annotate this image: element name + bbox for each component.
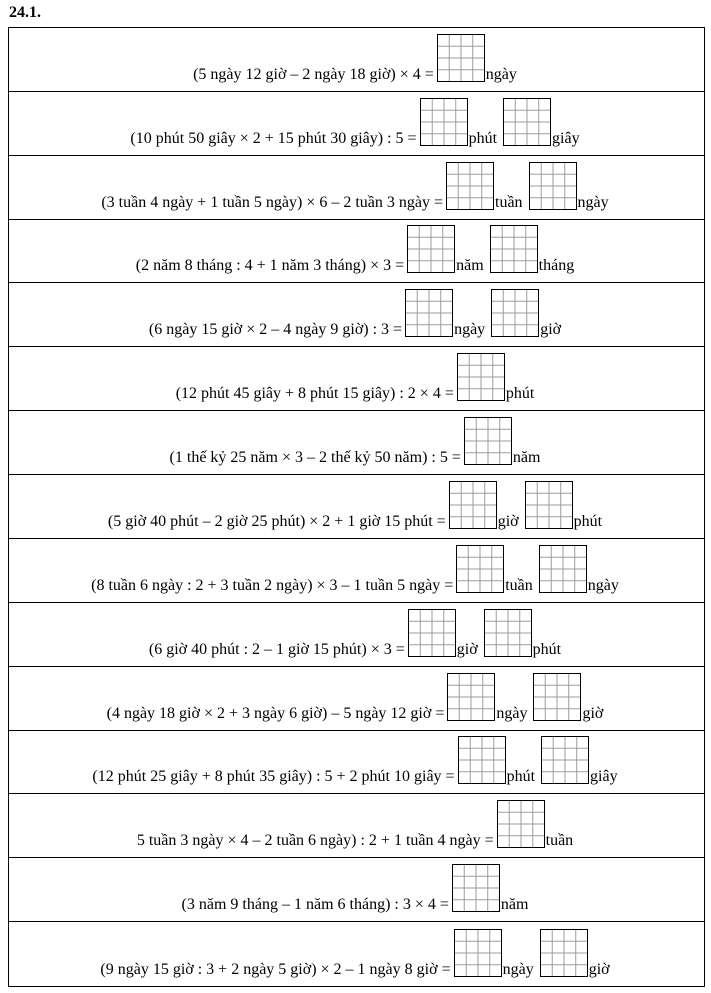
unit-label: giờ: [582, 704, 604, 722]
answer-box[interactable]: [541, 736, 589, 784]
expression-text: (4 ngày 18 giờ × 2 + 3 ngày 6 giờ) – 5 ngày 12 giờ =: [106, 704, 445, 722]
exercise-row: [9, 539, 704, 603]
answer-box[interactable]: [408, 609, 456, 657]
answer-box[interactable]: [503, 98, 551, 146]
unit-label: phút: [505, 385, 535, 403]
expression-text: (3 năm 9 tháng – 1 năm 6 tháng) : 3 × 4 =: [181, 896, 449, 914]
expression-text: (10 phút 50 giây × 2 + 15 phút 30 giây) : 5 =: [130, 129, 417, 147]
expression-text: (2 năm 8 tháng : 4 + 1 năm 3 tháng) × 3 =: [135, 257, 405, 275]
answer-box[interactable]: [458, 736, 506, 784]
answer-box[interactable]: [464, 417, 512, 465]
answer-box[interactable]: [456, 545, 504, 593]
expression-text: (6 ngày 15 giờ × 2 – 4 ngày 9 giờ) : 3 =: [148, 321, 403, 339]
answer-box[interactable]: [454, 929, 502, 977]
unit-label: năm: [500, 896, 529, 914]
expression-text: (3 tuần 4 ngày + 1 tuần 5 ngày) × 6 – 2 tuần 3 ngày =: [101, 193, 443, 211]
unit-label: ngày: [485, 65, 517, 83]
expression-text: 5 tuần 3 ngày × 4 – 2 tuần 6 ngày) : 2 + 1 tuần 4 ngày =: [136, 832, 494, 850]
unit-label: năm: [456, 257, 484, 275]
unit-label: giây: [590, 768, 618, 786]
answer-box[interactable]: [540, 929, 588, 977]
expression-text: (5 ngày 12 giờ – 2 ngày 18 giờ) × 4 =: [193, 65, 434, 83]
exercise-row: [9, 156, 704, 220]
unit-label: ngày: [454, 321, 486, 339]
exercise-table: [8, 27, 705, 987]
answer-box[interactable]: [497, 800, 545, 848]
unit-label: phút: [506, 768, 536, 786]
answer-box[interactable]: [490, 225, 538, 273]
answer-box[interactable]: [525, 481, 573, 529]
unit-label: tuần: [505, 576, 533, 594]
unit-label: giờ: [497, 512, 519, 530]
exercise-row: [9, 92, 704, 156]
exercise-row: [9, 411, 704, 475]
exercise-row: [9, 347, 704, 411]
unit-label: tuần: [495, 193, 523, 211]
unit-label: tháng: [538, 257, 575, 275]
unit-label: ngày: [577, 193, 609, 211]
expression-text: (8 tuần 6 ngày : 2 + 3 tuần 2 ngày) × 3 – 1 tuần 5 ngày =: [91, 576, 454, 594]
exercise-row: [9, 922, 704, 986]
unit-label: tuần: [545, 832, 574, 850]
answer-box[interactable]: [447, 673, 495, 721]
exercise-row: [9, 858, 704, 922]
answer-box[interactable]: [420, 98, 468, 146]
answer-box[interactable]: [405, 289, 453, 337]
expression-text: (5 giờ 40 phút – 2 giờ 25 phút) × 2 + 1 giờ 15 phút =: [107, 512, 446, 530]
unit-label: ngày: [502, 961, 534, 979]
exercise-row: [9, 794, 704, 858]
exercise-row: [9, 28, 704, 92]
answer-box[interactable]: [452, 864, 500, 912]
answer-box[interactable]: [539, 545, 587, 593]
unit-label: giây: [552, 129, 580, 147]
answer-box[interactable]: [437, 34, 485, 82]
answer-box[interactable]: [446, 162, 494, 210]
exercise-row: [9, 731, 704, 795]
exercise-row: [9, 475, 704, 539]
exercise-row: [9, 603, 704, 667]
unit-label: phút: [532, 640, 562, 658]
unit-label: giờ: [456, 640, 478, 658]
answer-box[interactable]: [457, 353, 505, 401]
expression-text: (1 thế kỷ 25 năm × 3 – 2 thế kỷ 50 năm) : 5 =: [169, 449, 461, 467]
exercise-title: 24.1.: [9, 4, 41, 21]
answer-box[interactable]: [407, 225, 455, 273]
unit-label: ngày: [496, 704, 528, 722]
expression-text: (12 phút 25 giây + 8 phút 35 giây) : 5 + 2 phút 10 giây =: [92, 768, 455, 786]
answer-box[interactable]: [529, 162, 577, 210]
unit-label: giờ: [588, 961, 610, 979]
expression-text: (12 phút 45 giây + 8 phút 15 giây) : 2 × 4 =: [175, 385, 454, 403]
answer-box[interactable]: [533, 673, 581, 721]
answer-box[interactable]: [484, 609, 532, 657]
expression-text: (6 giờ 40 phút : 2 – 1 giờ 15 phút) × 3 =: [148, 640, 405, 658]
answer-box[interactable]: [449, 481, 497, 529]
answer-box[interactable]: [491, 289, 539, 337]
exercise-row: [9, 667, 704, 731]
unit-label: ngày: [587, 576, 619, 594]
exercise-row: [9, 220, 704, 284]
unit-label: phút: [468, 129, 498, 147]
exercise-row: [9, 283, 704, 347]
unit-label: năm: [512, 449, 541, 467]
expression-text: (9 ngày 15 giờ : 3 + 2 ngày 5 giờ) × 2 – 1 ngày 8 giờ =: [100, 961, 451, 979]
unit-label: giờ: [540, 321, 562, 339]
unit-label: phút: [573, 512, 603, 530]
